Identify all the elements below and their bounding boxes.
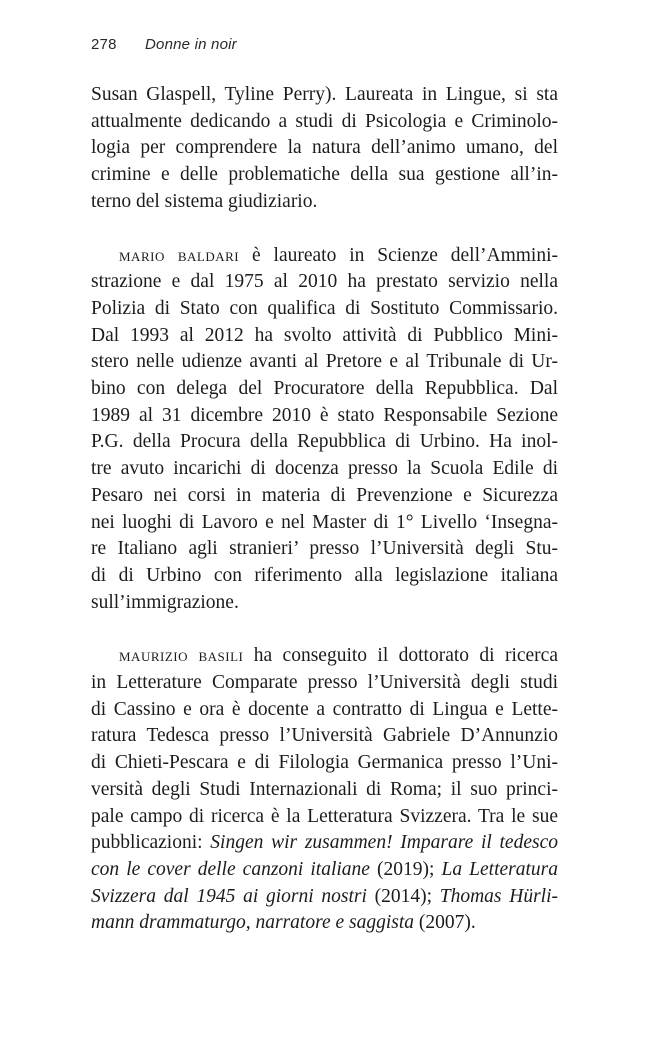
text-line: bino con delega del Procuratore della Repubblica. Dal	[91, 378, 558, 400]
text-line	[91, 910, 558, 937]
text-line: versità degli Studi Internazionali di Roma; il suo princi-	[91, 778, 558, 800]
page-body	[91, 82, 558, 937]
running-title: Donne in noir	[145, 36, 237, 53]
text-line: di di Urbino con riferimento alla legislazione italiana	[91, 564, 558, 586]
text-line: nei luoghi di Lavoro e nel Master di 1° Livello ‘Insegna-	[91, 511, 558, 533]
text-line	[91, 642, 558, 670]
text-line	[91, 884, 558, 911]
text-line: 1989 al 31 dicembre 2010 è stato Responsabile Sezione	[91, 404, 558, 426]
bio-baldari	[91, 242, 558, 617]
text-line: strazione e dal 1975 al 2010 ha prestato servizio nella	[91, 271, 558, 293]
text-line: terno del sistema giudiziario.	[91, 190, 318, 212]
text-line: tre avuto incarichi di docenza presso la Scuola Edile di	[91, 458, 558, 480]
book-title: con le cover delle canzoni italiane	[91, 858, 370, 880]
text-span: ha conseguito il dottorato di ricerca	[243, 645, 558, 667]
text-line: sull’immigrazione.	[91, 591, 239, 613]
text-span: (2007).	[414, 912, 476, 934]
text-line: di Chieti-Pescara e di Filologia Germanica presso l’Uni-	[91, 752, 558, 774]
text-line: Dal 1993 al 2012 ha svolto attività di Pubblico Mini-	[91, 324, 558, 346]
author-name: mario baldari	[119, 244, 240, 265]
text-line: in Letterature Comparate presso l’Università degli studi	[91, 672, 558, 694]
page-number: 278	[91, 36, 117, 53]
text-line: Susan Glaspell, Tyline Perry). Laureata in Lingue, si sta	[91, 84, 558, 105]
bio-basili	[91, 642, 558, 937]
text-line: Polizia di Stato con qualifica di Sostituto Commissario.	[91, 297, 558, 319]
book-title: mann drammaturgo, narratore e saggista	[91, 912, 415, 934]
text-line: logia per comprendere la natura dell’animo umano, del	[91, 137, 558, 159]
text-line	[91, 857, 558, 884]
text-line	[91, 242, 558, 270]
text-line: attualmente dedicando a studi di Psicologia e Criminolo-	[91, 110, 558, 132]
text-span: pubblicazioni:	[91, 832, 211, 854]
book-title: Thomas Hürli-	[439, 885, 558, 907]
text-line: Pesaro nei corsi in materia di Prevenzione e Sicurezza	[91, 484, 558, 506]
text-span: (2014);	[366, 885, 440, 907]
book-title: La Letteratura	[441, 858, 558, 880]
text-line: crimine e delle problematiche della sua gestione all’in-	[91, 164, 558, 186]
text-line: ratura Tedesca presso l’Università Gabriele D’Annunzio	[91, 725, 558, 747]
text-line	[91, 830, 558, 857]
text-line: stero nelle udienze avanti al Pretore e al Tribunale di Ur-	[91, 351, 558, 373]
paragraph-continuation	[91, 82, 558, 216]
book-title: Singen wir zusammen! Imparare il tedesco	[210, 832, 558, 854]
running-header	[91, 36, 237, 53]
book-title: Svizzera dal 1945 ai giorni nostri	[91, 885, 367, 907]
text-span: (2019);	[369, 858, 442, 880]
author-name: maurizio basili	[119, 645, 244, 666]
text-line: di Cassino e ora è docente a contratto di Lingua e Lette-	[91, 698, 558, 720]
text-line: pale campo di ricerca è la Letteratura Svizzera. Tra le sue	[91, 805, 558, 827]
text-span: è laureato in Scienze dell’Ammini-	[239, 244, 558, 266]
text-line: P.G. della Procura della Repubblica di Urbino. Ha inol-	[91, 431, 558, 453]
text-line: re Italiano agli stranieri’ presso l’Università degli Stu-	[91, 538, 558, 560]
